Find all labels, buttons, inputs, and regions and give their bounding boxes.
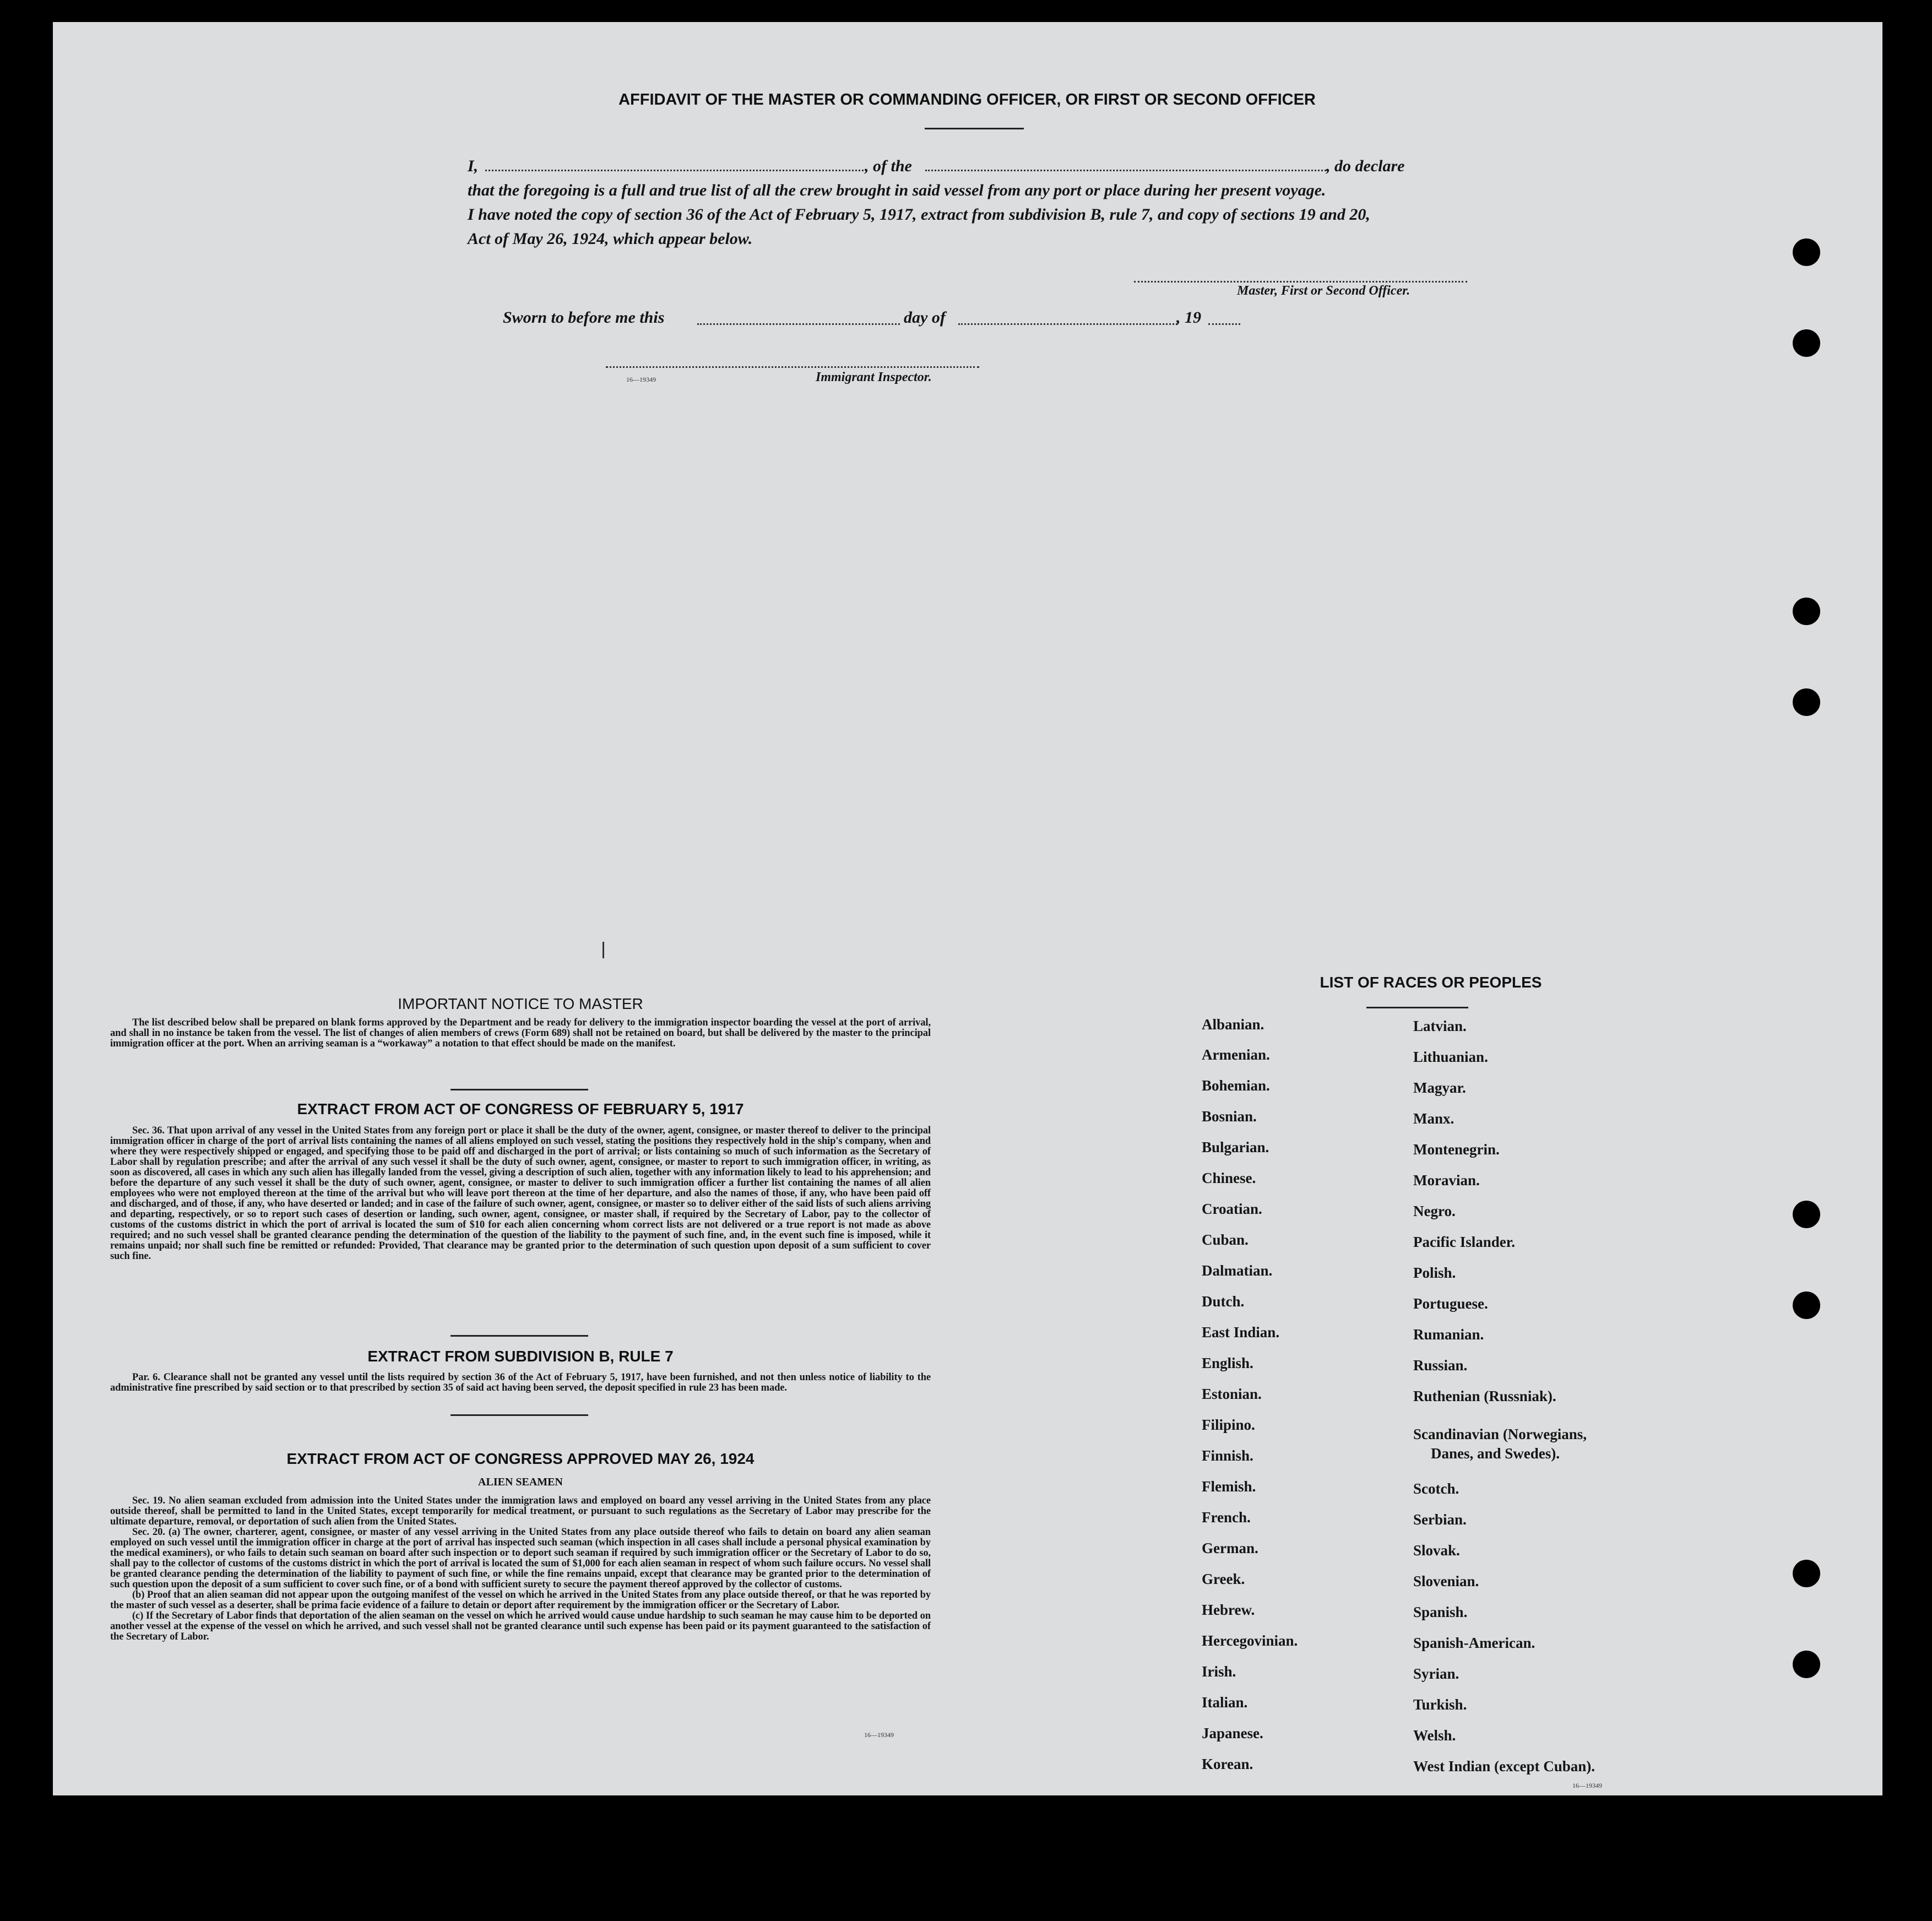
affidavit-title: AFFIDAVIT OF THE MASTER OR COMMANDING OFFICER, OR FIRST OR SECOND OFFICER (618, 91, 1316, 108)
extract-1924-text (110, 1496, 931, 1642)
race-item: Ruthenian (Russniak). (1413, 1388, 1556, 1404)
inspector-label: Immigrant Inspector. (816, 370, 932, 384)
sec-20b-paragraph: (b) Proof that an alien seaman did not appear upon the outgoing manifest of the vessel on which he arrived in the United States from any place outside thereof, or that he was reported by the master of such vessel as a deserter, shall be prima facie evidence of a failure to detain or deport after requirement by the immigration officer or the Secretary of Labor. (110, 1589, 931, 1611)
punch-hole (1793, 1291, 1820, 1319)
punch-hole (1793, 1651, 1820, 1678)
sec-36-paragraph: Sec. 36. That upon arrival of any vessel in the United States from any foreign port or place it shall be the duty of the owner, agent, consignee, or master thereof to deliver to the principal immigration officer in charge of the port of arrival lists containing the names of all aliens employed on such vessel, stating the positions they respectively hold in the ship's company, when and where they were respectively shipped or engaged, and specifying those to be paid off and discharged in the port of arrival; or lists containing so much of such information as the Secretary of Labor shall by regulation prescribe; and after the arrival of any such vessel it shall be the duty of such owner, agent, consignee, or master to report to such immigration officer, in writing, as soon as discovered, all cases in which any such alien has illegally landed from the vessel, giving a description of such alien, together with any information likely to lead to his apprehension; and before the departure of any such vessel it shall be the duty of such owner, agent, consignee, or master to deliver to such immigration officer a further list containing the names of all alien employees who were not employed thereon at the time of the arrival but who will leave port thereon at the time of her departure, and also the names of those, if any, who have been paid off and discharged, and of those, if any, who have deserted or landed; and in case of the failure of such owner, agent, consignee, or master so to deliver either of the said lists of such aliens arriving and departing, respectively, or so to report such cases of desertion or landing, such owner, agent, consignee, or master shall, if required by the Secretary of Labor, pay to the collector of customs of the customs district in which the port of arrival is located the sum of $10 for each alien concerning whom correct lists are not delivered or a true report is not made as above required; and no such vessel shall be granted clearance pending the determination of the question of the liability to the payment of such fine, and, in the event such fine is imposed, while it remains unpaid; nor shall such fine be remitted or refunded: Provided, That clearance may be granted prior to the determination of such question upon deposit of a sum sufficient to cover such fine. (110, 1125, 931, 1262)
race-item: Dutch. (1202, 1293, 1245, 1310)
race-item: Estonian. (1202, 1386, 1262, 1402)
race-item: East Indian. (1202, 1324, 1280, 1341)
rule7-title: EXTRACT FROM SUBDIVISION B, RULE 7 (367, 1348, 674, 1365)
extract-1917-title: EXTRACT FROM ACT OF CONGRESS OF FEBRUARY 5, 1917 (297, 1100, 744, 1117)
race-item: Russian. (1413, 1357, 1468, 1374)
race-item: Cuban. (1202, 1231, 1249, 1248)
title-rule (925, 128, 1024, 129)
declare-do-declare: , do declare (1326, 157, 1405, 175)
punch-hole (1793, 1560, 1820, 1587)
declaration-line-2: that the foregoing is a full and true list of all the crew brought in said vessel from any port or place during her present voyage. (468, 181, 1326, 199)
punch-hole (1793, 1201, 1820, 1228)
race-item: Hebrew. (1202, 1602, 1255, 1618)
race-item: Hercegovinian. (1202, 1632, 1298, 1649)
form-number-bottom-left: 16—19349 (864, 1731, 894, 1739)
race-item: Rumanian. (1413, 1326, 1484, 1343)
race-item: Slovak. (1413, 1542, 1460, 1559)
race-item: German. (1202, 1540, 1258, 1556)
sworn-month-blank[interactable] (958, 323, 1177, 325)
declare-of-the: , of the (865, 157, 912, 175)
vessel-blank[interactable] (925, 170, 1326, 171)
inspector-blank[interactable] (606, 366, 979, 368)
race-item: Italian. (1202, 1694, 1248, 1711)
race-item: Serbian. (1413, 1511, 1467, 1528)
race-item: Greek. (1202, 1571, 1245, 1587)
race-item: Spanish. (1413, 1604, 1468, 1620)
notice-rule (451, 1089, 588, 1090)
notice-paragraph: The list described below shall be prepared on blank forms approved by the Department and be ready for delivery to the immigration inspector boarding the vessel at the port of arrival, and shall in no instance be taken from the vessel. The list of changes of alien members of crews (Form 689) shall not be retained on board, but shall be delivered by the master to the principal immigration officer at the port. When an arriving seaman is a “workaway” a notation to that effect should be made on the manifest. (110, 1017, 931, 1049)
signature-blank[interactable] (1134, 281, 1467, 283)
race-item: Scandinavian (Norwegians, (1413, 1426, 1587, 1442)
alien-seamen-subtitle: ALIEN SEAMEN (478, 1476, 563, 1488)
race-item: Bulgarian. (1202, 1139, 1269, 1155)
punch-hole (1793, 238, 1820, 266)
race-item: Danes, and Swedes). (1431, 1445, 1560, 1462)
declaration-line-3: I have noted the copy of section 36 of the Act of February 5, 1917, extract from subdivision B, rule 7, and copy of sections 19 and 20, (468, 205, 1370, 224)
race-item: Spanish-American. (1413, 1635, 1535, 1651)
sec-19-paragraph: Sec. 19. No alien seaman excluded from admission into the United States under the immigration laws and employed on board any vessel arriving in the United States from any place outside thereof, shall be permitted to land in the United States, except temporarily for medical treatment, or pursuant to such regulations as the Secretary of Labor may prescribe for the ultimate departure, removal, or deportation of such alien from the United States. (110, 1495, 931, 1527)
race-item: Croatian. (1202, 1201, 1262, 1217)
race-item: Finnish. (1202, 1447, 1253, 1464)
notice-title: IMPORTANT NOTICE TO MASTER (398, 995, 643, 1012)
sec-20c-paragraph: (c) If the Secretary of Labor finds that deportation of the alien seaman on the vessel on which he arrived would cause undue hardship to such seaman he may cause him to be deported on another vessel at the expense of the vessel on which he arrived, and such vessel shall not be granted clearance until such expense has been paid or its payment guaranteed to the satisfaction of the Secretary of Labor. (110, 1610, 931, 1642)
race-item: Filipino. (1202, 1417, 1255, 1433)
race-item: Korean. (1202, 1756, 1253, 1772)
punch-hole (1793, 329, 1820, 357)
rule7-text (110, 1372, 931, 1393)
race-item: West Indian (except Cuban). (1413, 1758, 1595, 1775)
extract-1917-rule (451, 1335, 588, 1337)
name-blank[interactable] (485, 170, 864, 171)
extract-1917-text (110, 1126, 931, 1262)
sworn-day-blank[interactable] (697, 323, 900, 325)
race-item: French. (1202, 1509, 1251, 1526)
race-item: Polish. (1413, 1265, 1456, 1281)
sworn-text: Sworn to before me this (503, 308, 665, 327)
year-prefix: , 19 (1176, 308, 1201, 327)
race-item: Portuguese. (1413, 1295, 1488, 1312)
fold-mark (603, 942, 604, 958)
form-number-top: 16—19349 (626, 376, 656, 383)
race-item: Chinese. (1202, 1170, 1256, 1186)
race-item: Magyar. (1413, 1079, 1466, 1096)
notice-text (110, 1018, 931, 1049)
punch-hole (1793, 598, 1820, 625)
race-item: Manx. (1413, 1110, 1455, 1127)
race-item: Montenegrin. (1413, 1141, 1500, 1158)
race-item: Turkish. (1413, 1696, 1467, 1713)
race-item: English. (1202, 1355, 1253, 1371)
race-item: Bohemian. (1202, 1077, 1270, 1094)
sworn-year-blank[interactable] (1208, 323, 1240, 325)
race-item: Dalmatian. (1202, 1262, 1273, 1279)
race-item: Slovenian. (1413, 1573, 1479, 1589)
race-item: Scotch. (1413, 1480, 1459, 1497)
form-number-bottom-right: 16—19349 (1572, 1782, 1602, 1789)
race-item: Pacific Islander. (1413, 1234, 1515, 1250)
race-item: Latvian. (1413, 1018, 1467, 1034)
signature-label: Master, First or Second Officer. (1237, 284, 1410, 298)
race-item: Irish. (1202, 1663, 1236, 1680)
races-rule (1366, 1007, 1468, 1008)
race-item: Japanese. (1202, 1725, 1263, 1741)
declaration-line-4: Act of May 26, 1924, which appear below. (468, 230, 753, 248)
document-page (53, 22, 1882, 1795)
sec-20a-paragraph: Sec. 20. (a) The owner, charterer, agent, consignee, or master of any vessel arriving in the United States from any place outside thereof who fails to detain on board any alien seaman employed on such vessel until the immigration officer in charge at the port of arrival has inspected such seaman (which inspection in all cases shall include a personal physical examination by the medical examiners), or who fails to detain such seaman on board after such inspection or to deport such seaman if required by such immigration officer or the Secretary of Labor to do so, shall pay to the collector of customs of the customs district in which the port of arrival is located the sum of $1,000 for each alien seaman in respect of whom such failure occurs. No vessel shall be granted clearance pending the determination of the liability to payment of such fine, or while the fine remains unpaid, except that clearance may be granted prior to the determination of such question upon the deposit of a sum sufficient to cover such fine, or of a bond with sufficient surety to secure the payment thereof approved by the collector of customs. (110, 1527, 931, 1590)
race-item: Flemish. (1202, 1478, 1256, 1495)
race-item: Welsh. (1413, 1727, 1456, 1744)
race-item: Moravian. (1413, 1172, 1480, 1189)
punch-hole (1793, 688, 1820, 716)
race-item: Bosnian. (1202, 1108, 1257, 1125)
race-item: Armenian. (1202, 1046, 1270, 1063)
race-item: Lithuanian. (1413, 1049, 1488, 1065)
par-6-paragraph: Par. 6. Clearance shall not be granted any vessel until the lists required by section 36 of the Act of February 5, 1917, have been furnished, and not then unless notice of liability to the administrative fine prescribed by said section or to that prescribed by section 35 of said act having been served, the deposit specified in rule 23 has been made. (110, 1372, 931, 1393)
day-of-text: day of (904, 308, 946, 327)
declare-i: I, (468, 157, 479, 175)
race-item: Albanian. (1202, 1016, 1265, 1033)
race-item: Syrian. (1413, 1665, 1459, 1682)
race-item: Negro. (1413, 1203, 1456, 1219)
rule7-rule (451, 1414, 588, 1416)
extract-1924-title: EXTRACT FROM ACT OF CONGRESS APPROVED MAY 26, 1924 (286, 1450, 755, 1467)
races-title: LIST OF RACES OR PEOPLES (1320, 974, 1542, 991)
